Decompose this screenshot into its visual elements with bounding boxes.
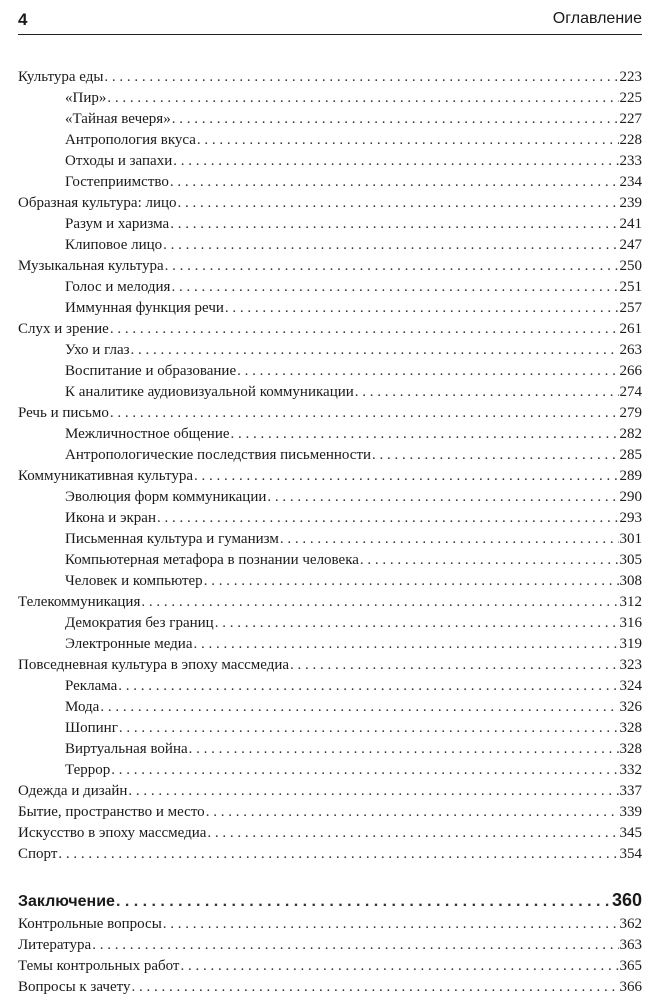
toc-entry [18, 109, 642, 130]
toc-entry-page: 328 [619, 720, 642, 736]
dot-leader [280, 529, 619, 550]
toc-entry [18, 172, 642, 193]
toc-entry-page: 223 [619, 69, 642, 85]
toc-entry [18, 151, 642, 172]
toc-entry [18, 655, 642, 676]
toc-entry-title: К аналитике аудиовизуальной коммуникации [65, 384, 354, 400]
dot-leader [100, 697, 618, 718]
toc-entry-page: 241 [619, 216, 642, 232]
toc-entry-page: 263 [619, 342, 642, 358]
toc-entry-title: Электронные медиа [65, 636, 193, 652]
toc-entry [18, 676, 642, 697]
toc-entry-title: Голос и мелодия [65, 279, 171, 295]
dot-leader [116, 888, 611, 916]
toc-entry-page: 251 [619, 279, 642, 295]
toc-entry [18, 67, 642, 88]
toc-entry-title: Коммуникативная культура [18, 468, 194, 484]
toc-entry [18, 361, 642, 382]
toc-entry-title: Человек и компьютер [65, 573, 203, 589]
toc-entry-page: 328 [619, 741, 642, 757]
toc-entry-title: Виртуальная война [65, 741, 188, 757]
toc-entry-page: 339 [619, 804, 642, 820]
dot-leader [197, 130, 619, 151]
toc-entry-page: 363 [619, 937, 642, 953]
toc-entry-page: 301 [619, 531, 642, 547]
toc-entry-title: Речь и письмо [18, 405, 109, 421]
toc-entry [18, 529, 642, 550]
toc-entry [18, 781, 642, 802]
toc-entry-title: Искусство в эпоху массмедиа [18, 825, 207, 841]
toc-entry [18, 88, 642, 109]
toc-entry-title: Вопросы к зачету [18, 979, 131, 995]
toc-entry [18, 613, 642, 634]
toc-entry [18, 823, 642, 844]
toc-entry-page: 345 [619, 825, 642, 841]
toc-entry-page: 228 [619, 132, 642, 148]
toc-entry-page: 225 [619, 90, 642, 106]
toc-entry [18, 935, 642, 956]
toc-entry [18, 760, 642, 781]
toc-entry-title: Телекоммуникация [18, 594, 141, 610]
dot-leader [58, 844, 618, 865]
toc-entry-title: Музыкальная культура [18, 258, 164, 274]
toc-entry-page: 312 [619, 594, 642, 610]
toc-entry-title: Антропологические последствия письменности [65, 447, 372, 463]
toc-entry [18, 550, 642, 571]
dot-leader [163, 235, 618, 256]
dot-leader [355, 382, 619, 403]
dot-leader [118, 676, 618, 697]
toc-entry-title: Письменная культура и гуманизм [65, 531, 279, 547]
toc-entry-page: 365 [619, 958, 642, 974]
toc-entry-page: 319 [619, 636, 642, 652]
toc-entry-page: 308 [619, 573, 642, 589]
dot-leader [107, 88, 618, 109]
toc-entry-page: 323 [619, 657, 642, 673]
toc-entry [18, 956, 642, 977]
dot-leader [372, 445, 618, 466]
toc-entry-title: Контрольные вопросы [18, 916, 162, 932]
dot-leader [215, 613, 619, 634]
toc-entry-page: 279 [619, 405, 642, 421]
toc-entry-page: 234 [619, 174, 642, 190]
toc-entry-page: 354 [619, 846, 642, 862]
dot-leader [173, 151, 618, 172]
toc-entry-title: Компьютерная метафора в познании человека [65, 552, 359, 568]
toc-entry [18, 487, 642, 508]
toc-entry-title: «Пир» [65, 90, 107, 106]
toc-entry-page: 366 [619, 979, 642, 995]
toc-entry [18, 634, 642, 655]
toc-entry-page: 250 [619, 258, 642, 274]
toc-entry-page: 326 [619, 699, 642, 715]
dot-leader [110, 403, 619, 424]
toc-entry [18, 571, 642, 592]
toc-entry [18, 844, 642, 865]
toc-entry [18, 256, 642, 277]
toc-entry-page: 247 [619, 237, 642, 253]
toc-entry [18, 466, 642, 487]
toc-entry-page: 239 [619, 195, 642, 211]
dot-leader [119, 718, 619, 739]
toc-entry-title: Бытие, пространство и место [18, 804, 205, 820]
dot-leader [165, 256, 619, 277]
toc-entry-page: 332 [619, 762, 642, 778]
toc-entry-page: 227 [619, 111, 642, 127]
toc-entry-page: 316 [619, 615, 642, 631]
toc-entry [18, 130, 642, 151]
toc-entry-title: Слух и зрение [18, 321, 109, 337]
toc-entry-title: Повседневная культура в эпоху массмедиа [18, 657, 290, 673]
dot-leader [92, 935, 618, 956]
toc-entry-page: 282 [619, 426, 642, 442]
toc-entry-title: Воспитание и образование [65, 363, 237, 379]
dot-leader [225, 298, 619, 319]
dot-leader [206, 802, 619, 823]
dot-leader [189, 739, 619, 760]
toc-entry-title: Шопинг [65, 720, 118, 736]
toc-entry-title: Темы контрольных работ [18, 958, 180, 974]
toc-entry-page: 274 [619, 384, 642, 400]
toc-entry-title: «Тайная вечеря» [65, 111, 171, 127]
dot-leader [290, 655, 618, 676]
toc-entry-title: Культура еды [18, 69, 104, 85]
toc-entry [18, 508, 642, 529]
dot-leader [110, 319, 619, 340]
toc-entry-title: Иммунная функция речи [65, 300, 224, 316]
toc-entry-title: Клиповое лицо [65, 237, 163, 253]
toc-entry-page: 324 [619, 678, 642, 694]
toc-entry-title: Заключение [18, 893, 115, 910]
toc-entry [18, 214, 642, 235]
toc-entry [18, 424, 642, 445]
dot-leader [267, 487, 618, 508]
dot-leader [181, 956, 619, 977]
dot-leader [163, 914, 619, 935]
toc-entry-title: Межличностное общение [65, 426, 230, 442]
toc-entry-title: Эволюция форм коммуникации [65, 489, 267, 505]
toc-entry [18, 382, 642, 403]
toc-entry-title: Демократия без границ [65, 615, 214, 631]
toc-entry-title: Образная культура: лицо [18, 195, 177, 211]
toc-entry-title: Реклама [65, 678, 118, 694]
dot-leader [104, 67, 618, 88]
dot-leader [128, 781, 618, 802]
dot-leader [194, 466, 618, 487]
toc-entry [18, 340, 642, 361]
toc-entry-page: 293 [619, 510, 642, 526]
dot-leader [231, 424, 619, 445]
toc-entry [18, 802, 642, 823]
toc-entry-title: Одежда и дизайн [18, 783, 128, 799]
toc-entry-page: 290 [619, 489, 642, 505]
toc-entry-title: Мода [65, 699, 100, 715]
toc-entry-title: Спорт [18, 846, 58, 862]
dot-leader [204, 571, 619, 592]
toc-entry-page: 305 [619, 552, 642, 568]
toc-entry [18, 298, 642, 319]
toc-entry [18, 914, 642, 935]
dot-leader [111, 760, 618, 781]
dot-leader [172, 109, 619, 130]
dot-leader [157, 508, 619, 529]
toc-entry-page: 266 [619, 363, 642, 379]
dot-leader [207, 823, 618, 844]
toc-entry-title: Антропология вкуса [65, 132, 196, 148]
toc-entry [18, 718, 642, 739]
toc-entry-page: 337 [619, 783, 642, 799]
toc-entry-title: Икона и экран [65, 510, 156, 526]
toc-entry [18, 193, 642, 214]
toc-entry-title: Разум и харизма [65, 216, 170, 232]
toc-entry [18, 739, 642, 760]
toc-entry [18, 235, 642, 256]
dot-leader [194, 634, 619, 655]
toc-entry-title: Литература [18, 937, 92, 953]
dot-leader [171, 277, 618, 298]
page-header [18, 6, 642, 35]
dot-leader [131, 340, 619, 361]
toc-entry [18, 592, 642, 613]
toc-entry-page: 261 [619, 321, 642, 337]
toc-entry [18, 403, 642, 424]
dot-leader [237, 361, 618, 382]
dot-leader [170, 172, 619, 193]
toc-entry-title: Гостеприимство [65, 174, 169, 190]
toc-entry-page: 257 [619, 300, 642, 316]
toc-entry-page: 289 [619, 468, 642, 484]
toc-entry [18, 697, 642, 718]
dot-leader [360, 550, 619, 571]
toc-entry-title: Отходы и запахи [65, 153, 173, 169]
toc-entry-page: 233 [619, 153, 642, 169]
toc-entry [18, 319, 642, 340]
page-number: 4 [18, 10, 28, 29]
toc-entry-title: Ухо и глаз [65, 342, 130, 358]
toc-entry-page: 362 [619, 916, 642, 932]
toc-entry [18, 277, 642, 298]
table-of-contents [18, 67, 642, 998]
dot-leader [178, 193, 619, 214]
dot-leader [141, 592, 618, 613]
dot-leader [170, 214, 618, 235]
running-title: Оглавление [552, 10, 642, 27]
toc-entry-page: 285 [619, 447, 642, 463]
toc-entry-title: Террор [65, 762, 111, 778]
toc-entry [18, 445, 642, 466]
toc-entry-page: 360 [611, 890, 642, 910]
toc-section-heading [18, 886, 642, 914]
